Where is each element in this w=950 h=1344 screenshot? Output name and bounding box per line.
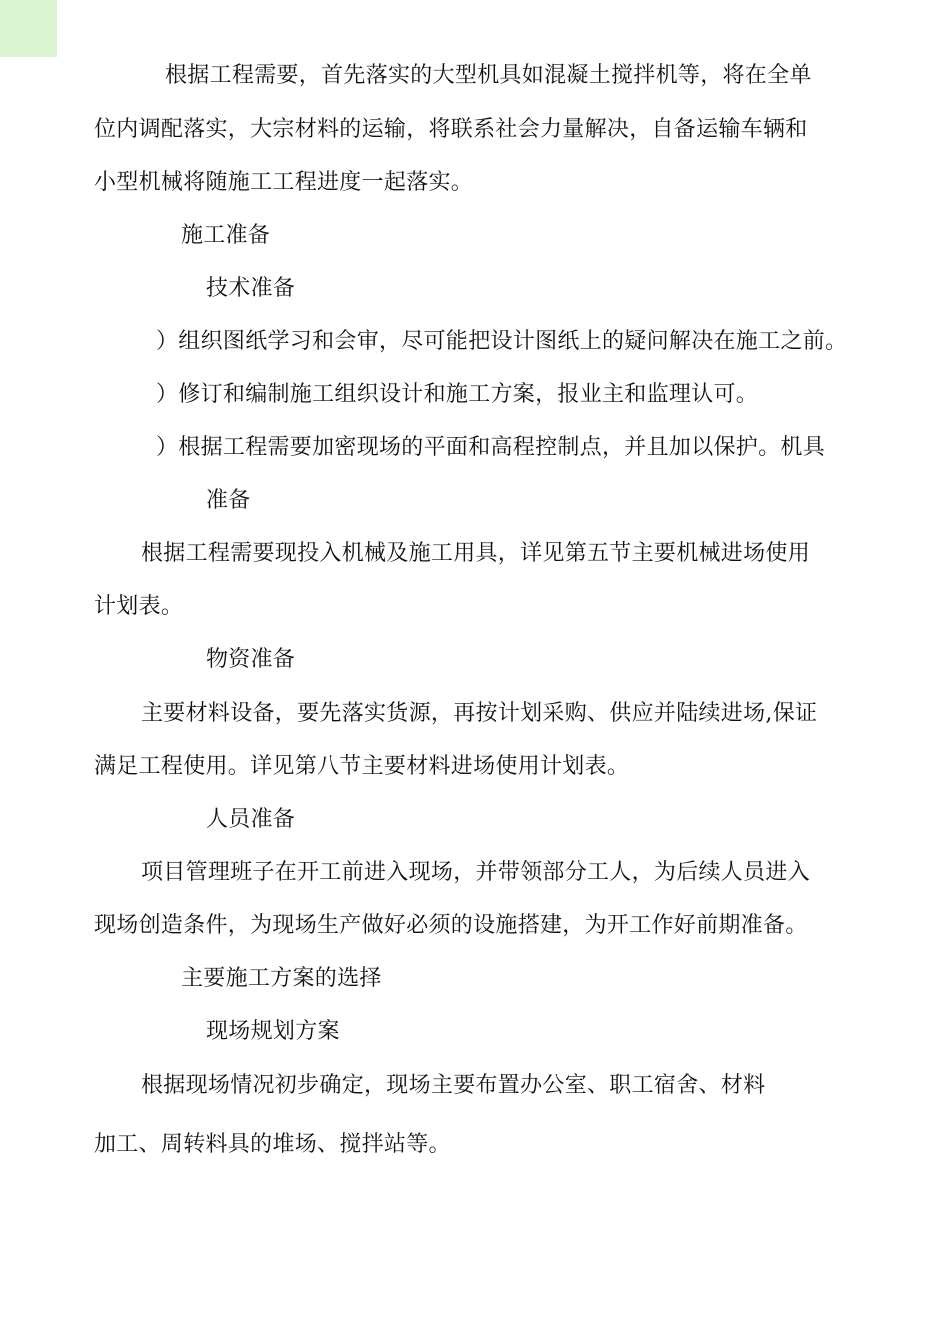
subsection-heading: 物资准备 [206, 647, 296, 672]
list-item: ）根据工程需要加密现场的平面和高程控制点，并且加以保护。机具 [156, 435, 826, 460]
subsection-heading: 准备 [206, 488, 251, 513]
section-heading: 主要施工方案的选择 [181, 966, 382, 991]
section-heading: 施工准备 [181, 223, 271, 248]
paragraph-line: 满足工程使用。详见第八节主要材料进场使用计划表。 [94, 754, 630, 779]
paragraph-line: 根据工程需要现投入机械及施工用具，详见第五节主要机械进场使用 [141, 541, 811, 566]
list-item: ）组织图纸学习和会审，尽可能把设计图纸上的疑问解决在施工之前。 [156, 329, 848, 354]
subsection-heading: 人员准备 [206, 807, 296, 832]
paragraph-line: 主要材料设备，要先落实货源，再按计划采购、供应并陆续进场,保证 [141, 701, 818, 726]
paragraph-line: 加工、周转料具的堆场、搅拌站等。 [94, 1132, 451, 1157]
paragraph-line: 计划表。 [94, 594, 184, 619]
paragraph-line: 根据工程需要，首先落实的大型机具如混凝土搅拌机等，将在全单 [165, 63, 812, 88]
paragraph-line: 项目管理班子在开工前进入现场，并带领部分工人，为后续人员进入 [141, 860, 811, 885]
subsection-heading: 技术准备 [206, 276, 296, 301]
paragraph-line: 根据现场情况初步确定，现场主要布置办公室、职工宿舍、材料 [141, 1073, 766, 1098]
paragraph-line: 小型机械将随施工工程进度一起落实。 [94, 170, 474, 195]
paragraph-line: 位内调配落实，大宗材料的运输，将联系社会力量解决，自备运输车辆和 [94, 117, 808, 142]
paragraph-line: 现场创造条件，为现场生产做好必须的设施搭建，为开工作好前期准备。 [94, 913, 808, 938]
subsection-heading: 现场规划方案 [206, 1019, 340, 1044]
list-item: ）修订和编制施工组织设计和施工方案，报业主和监理认可。 [156, 382, 759, 407]
corner-mark [0, 0, 57, 57]
